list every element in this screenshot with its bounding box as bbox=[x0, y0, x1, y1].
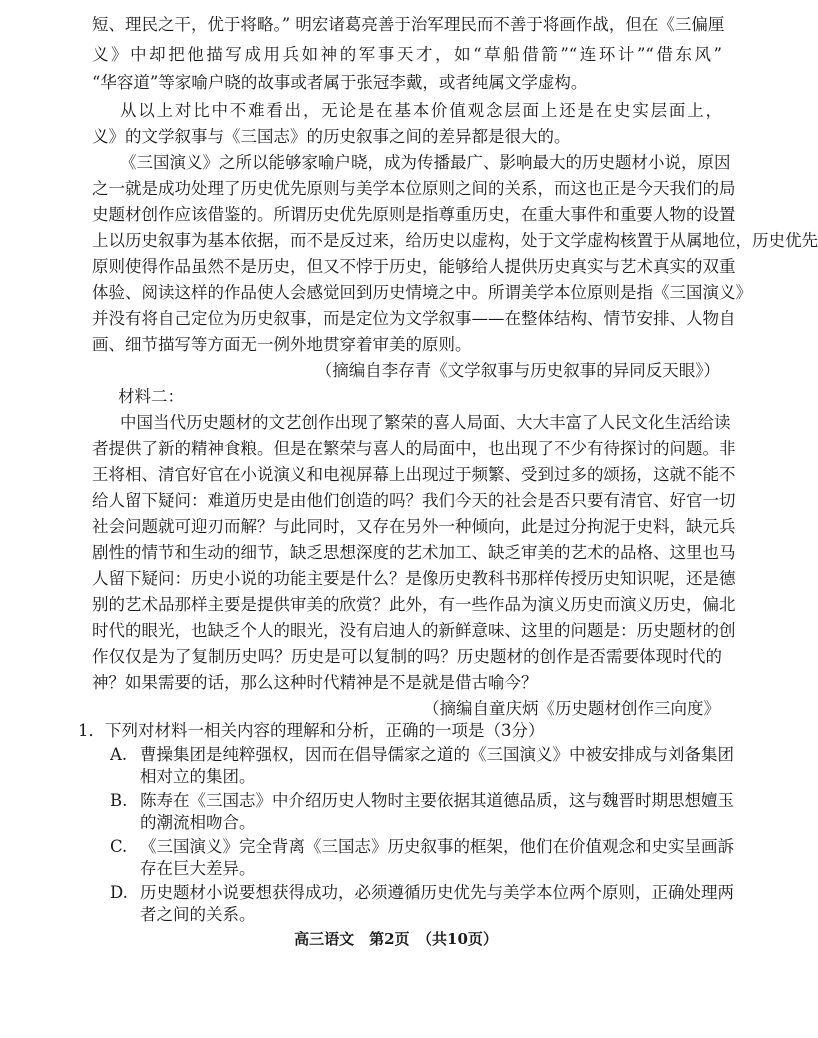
page-footer: 高三语文 第2页 （共10页） bbox=[294, 930, 498, 948]
passage2-line: 神？如果需要的话，那么这种时代精神是不是就是借古喻今？ bbox=[92, 673, 538, 692]
passage1-line: “华容道”等家喻户晓的故事或者属于张冠李戴，或者纯属文学虚构。 bbox=[92, 73, 588, 92]
passage1-source: （摘编自李存青《文学叙事与历史叙事的异同反天眼》） bbox=[315, 361, 720, 380]
question-stem: 1．下列对材料一相关内容的理解和分析，正确的一项是（3分） bbox=[78, 721, 545, 740]
option-label: D. bbox=[110, 883, 128, 902]
passage1-line: 短、理民之干，优于将略。” 明宏诸葛亮善于治军理民而不善于将画作战，但在《三偏厘 bbox=[92, 15, 725, 34]
passage1-line: 画、细节描写等方面无一例外地贯穿着审美的原则。 bbox=[92, 335, 472, 354]
option-text: 存在巨大差异。 bbox=[140, 859, 256, 878]
passage2-line: 作仅仅是为了复制历史吗？历史是可以复制的吗？历史题材的创作是否需要体现时代的 bbox=[92, 647, 722, 666]
option-text: 曹操集团是纯粹强权，因而在倡导儒家之道的《三国演义》中被安排成与刘备集团 bbox=[140, 745, 734, 764]
option-label: A. bbox=[110, 745, 128, 764]
option-text: 的潮流相吻合。 bbox=[140, 813, 256, 832]
option-text: 《三国演义》完全背离《三国志》历史叙事的框架，他们在价值观念和史实呈画訴 bbox=[140, 837, 734, 856]
passage1-line: 体验、阅读这样的作品使人会感觉回到历史情境之中。所谓美学本位原则是指《三国演义》 bbox=[92, 283, 752, 302]
passage2-line: 王将相、清官好官在小说演义和电视屏幕上出现过于频繁、受到过多的颂扬，这就不能不 bbox=[92, 465, 736, 484]
passage1-line: 《三国演义》之所以能够家喻户晓，成为传播最广、影响最大的历史题材小说，原因 bbox=[120, 153, 731, 172]
passage1-line: 之一就是成功处理了历史优先原则与美学本位原则之间的关系，而这也正是今天我们的局 bbox=[92, 179, 736, 198]
passage1-line: 原则使得作品虽然不是历史，但又不悖于历史，能够给人提供历史真实与艺术真实的双重 bbox=[92, 257, 736, 276]
passage2-source: （摘编自童庆炳《历史题材创作三向度》 bbox=[423, 699, 720, 718]
passage2-line: 者提供了新的精神食粮。但是在繁荣与喜人的局面中，也出现了不少有待探讨的问题。非 bbox=[92, 439, 736, 458]
passage1-line: 从以上对比中不难看出，无论是在基本价值观念层面上还是在史实层面上， bbox=[120, 101, 722, 120]
passage2-line: 人留下疑问：历史小说的功能主要是什么？是像历史教科书那样传授历史知识呢，还是德 bbox=[92, 569, 736, 588]
passage2-line: 中国当代历史题材的文艺创作出现了繁荣的喜人局面、大大丰富了人民文化生活给读 bbox=[120, 413, 731, 432]
passage2-line: 给人留下疑问：难道历史是由他们创造的吗？我们今天的社会是否只要有清官、好官一切 bbox=[92, 491, 736, 510]
passage1-line: 义》中却把他描写成用兵如神的军事天才，如“草船借箭”“连环计”“借东风” bbox=[92, 45, 722, 64]
option-label: C. bbox=[110, 837, 128, 856]
passage2-line: 别的艺术品那样主要是提供审美的欣赏？此外，有一些作品为演义历史而演义历史，偏北 bbox=[92, 595, 736, 614]
passage1-line: 史题材创作应该借鉴的。所谓历史优先原则是指尊重历史，在重大事件和重要人物的设置 bbox=[92, 205, 736, 224]
passage2-line: 社会问题就可迎刃而解？与此同时，又存在另外一种倾向，此是过分拘泥于史料，缺元兵 bbox=[92, 517, 736, 536]
option-label: B. bbox=[110, 791, 128, 810]
passage2-heading: 材料二： bbox=[118, 387, 184, 406]
passage2-line: 剧性的情节和生动的细节，缺乏思想深度的艺术加工、缺乏审美的艺术的品格、这里也马 bbox=[92, 543, 736, 562]
passage1-line: 义》的文学叙事与《三国志》的历史叙事之间的差异都是很大的。 bbox=[92, 127, 571, 146]
option-text: 者之间的关系。 bbox=[140, 905, 256, 924]
passage2-line: 时代的眼光，也缺乏个人的眼光，没有启迪人的新鲜意味、这里的问题是：历史题材的创 bbox=[92, 621, 736, 640]
option-text: 历史题材小说要想获得成功，必须遵循历史优先与美学本位两个原则，正确处理两 bbox=[140, 883, 734, 902]
option-text: 相对立的集团。 bbox=[140, 767, 256, 786]
passage1-line: 并没有将自己定位为历史叙事，而是定位为文学叙事——在整体结构、情节安排、人物自 bbox=[92, 309, 736, 328]
option-text: 陈寿在《三国志》中介绍历史人物时主要依据其道德品质，这与魏晋时期思想嬗玉 bbox=[140, 791, 734, 810]
passage1-line: 上以历史叙事为基本依据，而不是反过来，给历史以虚构，处于文学虚构核置于从属地位，历史优先 bbox=[92, 231, 818, 250]
